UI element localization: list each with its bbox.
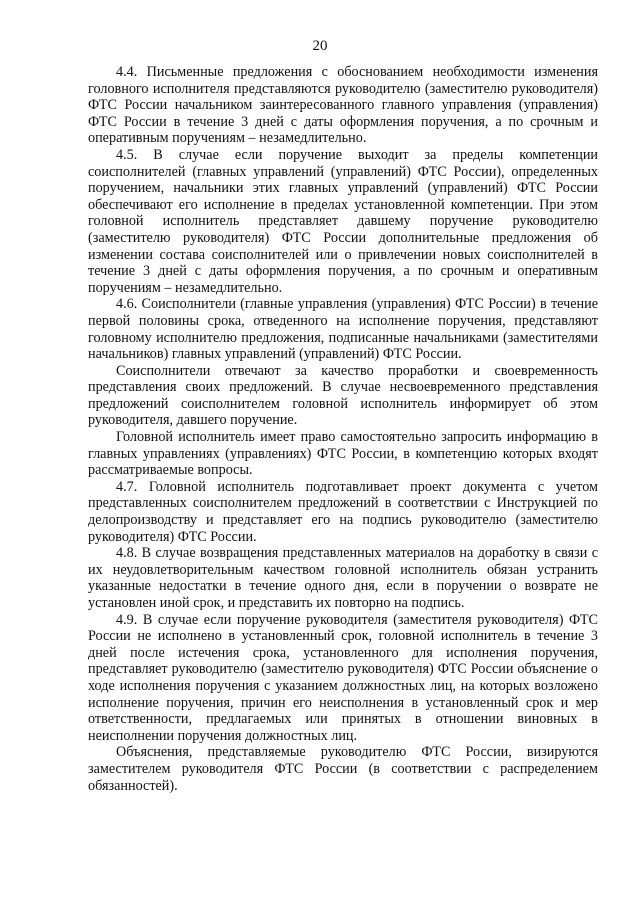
- paragraph-4-6: 4.6. Соисполнители (главные управления (управления) ФТС России) в течение первой половины срока, отведенного на исполнение поручения, представляют головному исполнителю предложения, подписанные начальниками (заместителями начальников) главных управлений (управлений) ФТС России.: [88, 296, 598, 363]
- paragraph-4-9: 4.9. В случае если поручение руководителя (заместителя руководителя) ФТС России не исполнено в установленный срок, головной исполнитель в течение 3 дней после истечения срока, установленного для исполнения поручения, представляет руководителю (заместителю руководителя) ФТС России объяснение о ходе исполнения поручения с указанием должностных лиц, на которых возложено исполнение поручения, причин его неисполнения в установленный срок и мер ответственности, предлагаемых или принятых в отношении виновных в неисполнении поручения должностных лиц.: [88, 611, 598, 744]
- paragraph-4-8: 4.8. В случае возвращения представленных материалов на доработку в связи с их неудовлетворительным качеством головной исполнитель обязан устранить указанные недостатки в течение одного дня, если в поручении о возврате не установлен иной срок, и представить их повторно на подпись.: [88, 545, 598, 611]
- paragraph-coexecutors-responsibility: Соисполнители отвечают за качество проработки и своевременность представления своих предложений. В случае несвоевременного представления предложений соисполнителем головной исполнитель информирует об этом руководителя, давшего поручение.: [88, 362, 598, 429]
- paragraph-4-5: 4.5. В случае если поручение выходит за пределы компетенции соисполнителей (главных управлений (управлений) ФТС России), определенных поручением, начальники этих главных управлений (управлений) ФТС России обеспечивают его исполнение в пределах установленной компетенции. При этом головной исполнитель представляет давшему поручение руководителю (заместителю руководителя) ФТС России дополнительные предложения об изменении состава соисполнителей или о привлечении новых соисполнителей в течение 3 дней с даты оформления поручения, а по срочным и оперативным поручениям – незамедлительно.: [88, 146, 598, 296]
- paragraph-4-7: 4.7. Головной исполнитель подготавливает проект документа с учетом представленных соисполнителем предложений в соответствии с Инструкцией по делопроизводству и представляет его на подпись руководителю (заместителю руководителя) ФТС России.: [88, 478, 598, 545]
- page-number: 20: [312, 38, 328, 54]
- paragraph-4-4: 4.4. Письменные предложения с обоснованием необходимости изменения головного исполнителя представляются руководителю (заместителю руководителя) ФТС России начальником заинтересованного главного управления (управления) ФТС России в течение 3 дней с даты оформления поручения, а по срочным и оперативным поручениям – незамедлительно.: [88, 64, 598, 147]
- paragraph-head-executor-rights: Головной исполнитель имеет право самостоятельно запросить информацию в главных управлениях (управлениях) ФТС России, в компетенцию которых входят рассматриваемые вопросы.: [88, 429, 598, 479]
- paragraph-explanations: Объяснения, представляемые руководителю ФТС России, визируются заместителем руководителя ФТС России (в соответствии с распределением обязанностей).: [88, 744, 598, 794]
- document-body: [88, 64, 598, 794]
